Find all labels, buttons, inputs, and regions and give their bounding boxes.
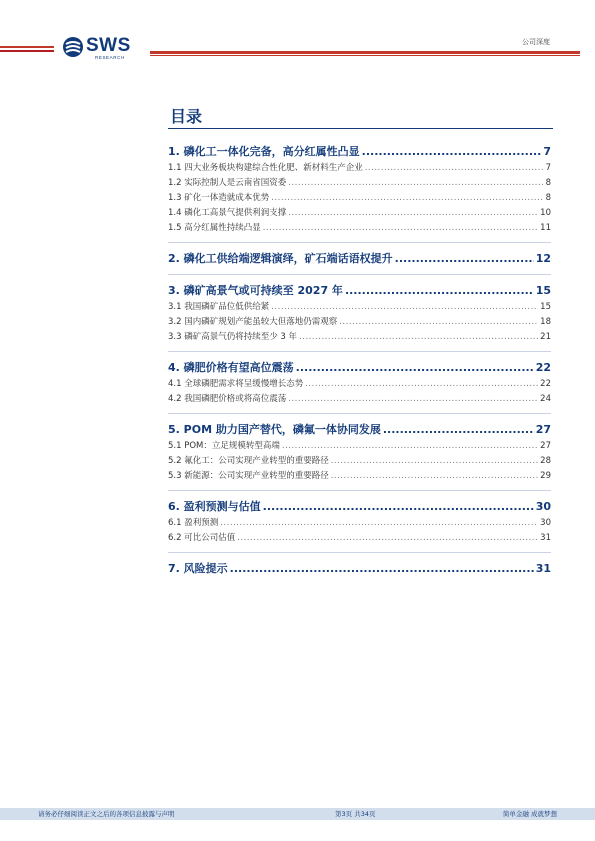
toc-subsection-entry[interactable]: [168, 392, 551, 407]
table-of-contents: [168, 142, 551, 578]
toc-leader-dots: [230, 559, 534, 578]
toc-entry-label: 6.2 可比公司估值: [168, 533, 236, 543]
toc-title: 目录: [170, 107, 203, 126]
toc-entry-page: 27: [535, 423, 551, 436]
toc-leader-dots: [271, 191, 543, 206]
toc-leader-dots: [282, 439, 538, 454]
toc-entry-page: 31: [535, 562, 551, 575]
toc-separator: [168, 242, 551, 243]
toc-entry-page: 21: [540, 332, 551, 342]
toc-section-entry[interactable]: [168, 249, 551, 268]
toc-entry-page: 22: [535, 361, 551, 374]
toc-entry-label: 5.2 氟化工：公司实现产业转型的重要路径: [168, 456, 329, 466]
toc-entry-label: 3.3 磷矿高景气仍将持续至少 3 年: [168, 332, 298, 342]
toc-entry-label: 3. 磷矿高景气或可持续至 2027 年: [168, 284, 343, 297]
toc-leader-dots: [383, 420, 534, 439]
toc-subsection-entry[interactable]: [168, 454, 551, 469]
toc-leader-dots: [237, 531, 538, 546]
toc-leader-dots: [339, 315, 538, 330]
toc-entry-page: 12: [535, 252, 551, 265]
toc-entry-page: 27: [540, 441, 551, 451]
toc-leader-dots: [263, 221, 538, 236]
toc-separator: [168, 490, 551, 491]
toc-subsection-entry[interactable]: [168, 531, 551, 546]
toc-leader-dots: [331, 454, 538, 469]
toc-entry-page: 8: [545, 178, 551, 188]
toc-entry-page: 30: [540, 518, 551, 528]
toc-entry-page: 15: [540, 302, 551, 312]
toc-subsection-entry[interactable]: [168, 377, 551, 392]
toc-entry-page: 24: [540, 394, 551, 404]
footer-page-info: 第3页 共34页: [335, 810, 376, 818]
toc-entry-label: 5. POM 助力国产替代，磷氟一体协同发展: [168, 423, 381, 436]
toc-entry-label: 5.1 POM：立足规模转型高端: [168, 441, 280, 451]
toc-entry-label: 4.2 我国磷肥价格或将高位震荡: [168, 394, 287, 404]
toc-entry-label: 6.1 盈利预测: [168, 518, 219, 528]
toc-entry-label: 1.1 四大业务板块构建综合性化肥、新材料生产企业: [168, 163, 363, 173]
toc-entry-label: 2. 磷化工供给端逻辑演绎，矿石端话语权提升: [168, 252, 393, 265]
header-right-rule-thin: [150, 55, 580, 56]
header-right-rule: [150, 51, 580, 54]
toc-entry-label: 3.1 我国磷矿品位低供给紧: [168, 302, 270, 312]
toc-leader-dots: [288, 206, 538, 221]
toc-leader-dots: [296, 358, 534, 377]
toc-entry-label: 6. 盈利预测与估值: [168, 500, 261, 513]
sws-logo: [62, 36, 142, 62]
toc-leader-dots: [299, 330, 538, 345]
toc-leader-dots: [345, 281, 534, 300]
toc-entry-page: 7: [545, 163, 551, 173]
toc-entry-page: 7: [543, 145, 551, 158]
header-left-rule: [0, 46, 54, 52]
toc-separator: [168, 413, 551, 414]
toc-leader-dots: [395, 249, 534, 268]
toc-entry-label: 1.4 磷化工高景气提供利润支撑: [168, 208, 287, 218]
toc-entry-page: 11: [540, 223, 551, 233]
toc-subsection-entry[interactable]: [168, 206, 551, 221]
toc-subsection-entry[interactable]: [168, 469, 551, 484]
toc-subsection-entry[interactable]: [168, 221, 551, 236]
footer-slogan: 简单金融 成就梦想: [502, 810, 557, 818]
toc-entry-label: 5.3 新能源：公司实现产业转型的重要路径: [168, 471, 329, 481]
toc-entry-label: 4.1 全球磷肥需求将呈缓慢增长态势: [168, 379, 304, 389]
toc-leader-dots: [263, 497, 534, 516]
toc-subsection-entry[interactable]: [168, 439, 551, 454]
toc-section-entry[interactable]: [168, 281, 551, 300]
toc-leader-dots: [288, 392, 538, 407]
toc-subsection-entry[interactable]: [168, 176, 551, 191]
toc-section-entry[interactable]: [168, 497, 551, 516]
toc-section-entry[interactable]: [168, 142, 551, 161]
toc-section-entry[interactable]: [168, 358, 551, 377]
toc-subsection-entry[interactable]: [168, 315, 551, 330]
toc-entry-label: 1.3 矿化一体造就成本优势: [168, 193, 270, 203]
toc-entry-label: 3.2 国内磷矿规划产能虽较大但落地仍需观察: [168, 317, 338, 327]
footer-disclaimer: 请务必仔细阅读正文之后的各项信息披露与声明: [38, 810, 175, 818]
toc-entry-page: 15: [535, 284, 551, 297]
toc-subsection-entry[interactable]: [168, 300, 551, 315]
logo-subtext: RESEARCH: [95, 55, 125, 60]
toc-leader-dots: [331, 469, 538, 484]
toc-leader-dots: [305, 377, 538, 392]
toc-separator: [168, 552, 551, 553]
toc-entry-label: 4. 磷肥价格有望高位震荡: [168, 361, 294, 374]
toc-entry-page: 10: [540, 208, 551, 218]
toc-separator: [168, 274, 551, 275]
toc-entry-page: 8: [545, 193, 551, 203]
toc-subsection-entry[interactable]: [168, 191, 551, 206]
toc-entry-page: 18: [540, 317, 551, 327]
toc-entry-page: 31: [540, 533, 551, 543]
toc-subsection-entry[interactable]: [168, 330, 551, 345]
toc-subsection-entry[interactable]: [168, 161, 551, 176]
sws-logo-icon: [62, 36, 84, 58]
toc-entry-label: 1.2 实际控制人是云南省国资委: [168, 178, 287, 188]
toc-entry-label: 7. 风险提示: [168, 562, 228, 575]
toc-entry-label: 1.5 高分红属性持续凸显: [168, 223, 261, 233]
toc-entry-page: 22: [540, 379, 551, 389]
toc-subsection-entry[interactable]: [168, 516, 551, 531]
toc-entry-label: 1. 磷化工一体化完备，高分红属性凸显: [168, 145, 360, 158]
toc-entry-page: 30: [535, 500, 551, 513]
toc-leader-dots: [271, 300, 538, 315]
toc-entry-page: 29: [540, 471, 551, 481]
logo-text: SWS: [86, 35, 131, 56]
toc-leader-dots: [365, 161, 544, 176]
toc-entry-page: 28: [540, 456, 551, 466]
toc-leader-dots: [362, 142, 542, 161]
toc-leader-dots: [220, 516, 538, 531]
report-type-tag: 公司深度: [522, 38, 550, 46]
title-divider: [168, 128, 553, 129]
toc-leader-dots: [288, 176, 543, 191]
footer-bar: [0, 808, 595, 820]
toc-separator: [168, 351, 551, 352]
toc-section-entry[interactable]: [168, 559, 551, 578]
toc-section-entry[interactable]: [168, 420, 551, 439]
